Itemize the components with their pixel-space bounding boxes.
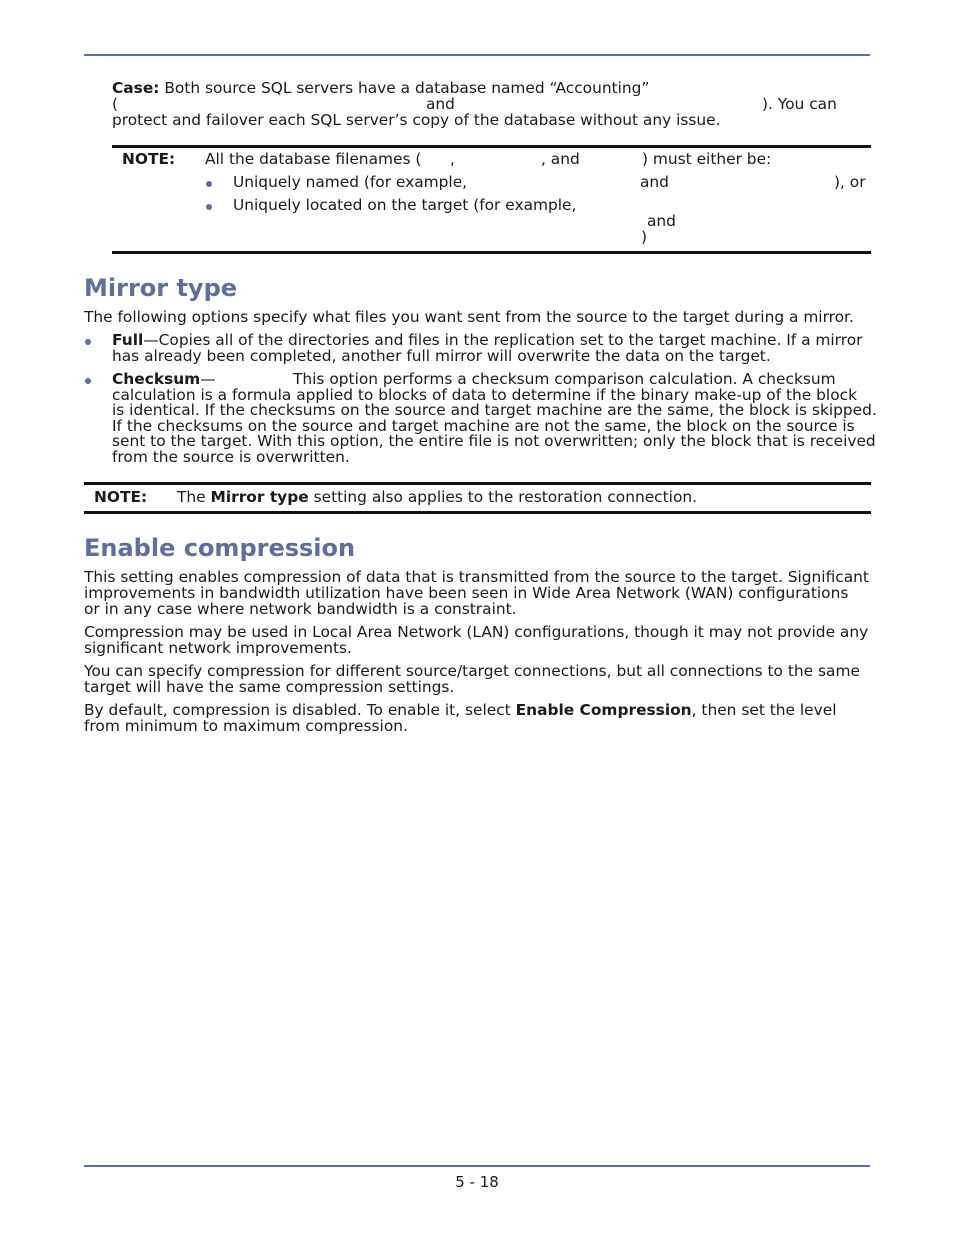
mirror-intro: The following options specify what files you want sent from the source to the target during a mirror. xyxy=(84,308,854,326)
case-open-paren: ( xyxy=(112,95,119,113)
compression-para-4: By default, compression is disabled. To enable it, select Enable Compression, then set the level from minimum to maximum compression. xyxy=(84,701,837,735)
bullet-icon xyxy=(85,378,91,384)
case-paragraph xyxy=(112,81,872,129)
enable-compression-term: Enable Compression xyxy=(515,701,692,719)
note-bullet1-and: and xyxy=(640,173,669,191)
compression-para-1: This setting enables compression of data that is transmitted from the source to the target. Significant improvements in bandwidth utilization have been seen in Wide Area Network (WAN) configurations or in any case where network bandwidth is a constraint. xyxy=(84,568,869,618)
heading-enable-compression: Enable compression xyxy=(84,534,356,562)
full-label: Full xyxy=(112,331,144,349)
page-number: 5 - 18 xyxy=(455,1173,499,1191)
bullet-checksum: Checksum— This option performs a checksum comparison calculation. A checksum calculation is a formula applied to blocks of data to determine if the binary make-up of the block is identical. If the checksums on the source and target machine are the same, the block is skipped. If the checksums on the source and target machine are not the same, the block on the source is sent to the target. With this option, the entire file is not overwritten; only the block that is received from the source is overwritten. xyxy=(112,370,877,466)
note-label: NOTE: xyxy=(94,488,148,506)
case-label: Case: xyxy=(112,79,160,97)
note-box-mirror-type xyxy=(84,482,871,514)
note-bullet2: Uniquely located on the target (for example, xyxy=(233,196,577,214)
note-label: NOTE: xyxy=(122,150,176,168)
compression-para-2: Compression may be used in Local Area Network (LAN) configurations, though it may not provide any significant network improvements. xyxy=(84,623,869,657)
note-comma: , xyxy=(450,150,455,168)
note-and: , and xyxy=(541,150,580,168)
note-box-filenames xyxy=(112,145,871,254)
note-text-end: ) must either be: xyxy=(642,150,772,168)
case-close: ). You can xyxy=(762,95,837,113)
note-bullet2-and: and xyxy=(647,212,676,230)
heading-mirror-type: Mirror type xyxy=(84,274,238,302)
case-and: and xyxy=(426,95,455,113)
bullet-icon xyxy=(206,204,212,210)
bullet-icon xyxy=(85,339,91,345)
bullet-full: Full—Copies all of the directories and files in the replication set to the target machine. If a mirror has already been completed, another full mirror will overwrite the data on the target. xyxy=(112,331,863,365)
compression-para-3: You can specify compression for different source/target connections, but all connections to the same target will have the same compression settings. xyxy=(84,662,860,696)
header-rule xyxy=(84,54,870,56)
footer-rule xyxy=(84,1165,870,1167)
bullet-icon xyxy=(206,181,212,187)
note2-text: The Mirror type setting also applies to the restoration connection. xyxy=(177,488,698,506)
case-line1: Both source SQL servers have a database named “Accounting” xyxy=(164,79,650,97)
note-bullet2-close: ) xyxy=(641,228,648,246)
checksum-label: Checksum xyxy=(112,370,201,388)
note-bullet1: Uniquely named (for example, xyxy=(233,173,468,191)
note-text-start: All the database filenames ( xyxy=(205,150,422,168)
note-bullet1-end: ), or xyxy=(834,173,866,191)
case-line3: protect and failover each SQL server’s copy of the database without any issue. xyxy=(112,111,721,129)
